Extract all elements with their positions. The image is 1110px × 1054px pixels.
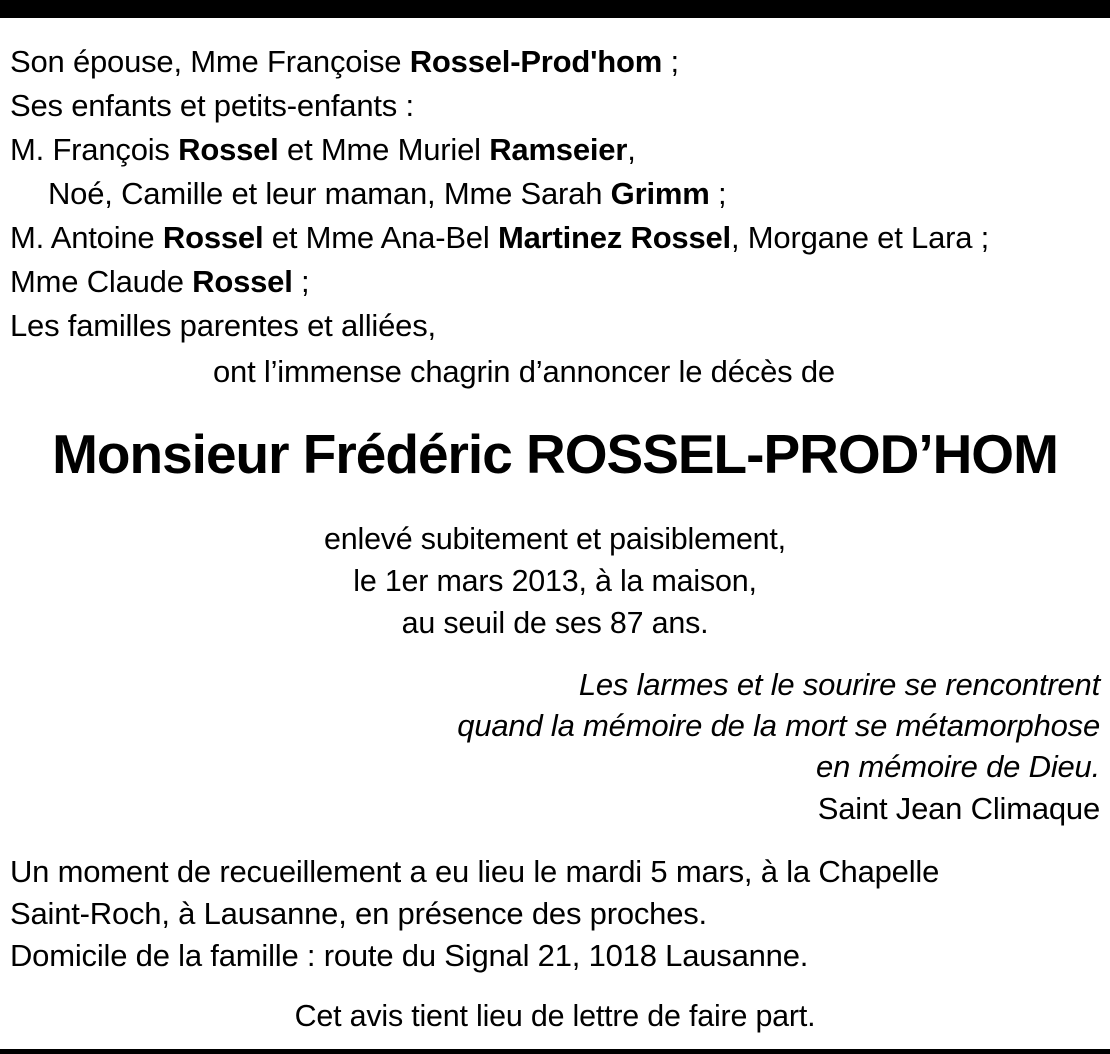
family-line-francois xyxy=(10,128,636,172)
family-name: Rossel-Prod'hom xyxy=(409,44,663,79)
family-line-text: , xyxy=(627,132,636,167)
family-name: Martinez Rossel xyxy=(497,220,731,255)
announcement-line: ont l’immense chagrin d’annoncer le décès de xyxy=(213,354,835,389)
family-name: Rossel xyxy=(178,132,279,167)
family-line-text: Noé, Camille et leur maman, Mme Sarah xyxy=(48,176,611,211)
family-line-relatives: Les familles parentes et alliées, xyxy=(10,308,436,343)
family-line-text: M. Antoine xyxy=(10,220,163,255)
family-name: Rossel xyxy=(162,220,264,255)
family-line-text: et Mme Muriel xyxy=(278,132,490,167)
family-name: Rossel xyxy=(192,264,293,299)
family-line-spouse xyxy=(10,40,679,84)
family-line-text: ; xyxy=(662,44,679,79)
closing-line: Cet avis tient lieu de lettre de faire part. xyxy=(294,999,816,1033)
details-line-3: au seuil de ses 87 ans. xyxy=(401,606,709,640)
family-line-grandchildren xyxy=(48,172,726,216)
deceased-name: Monsieur Frédéric ROSSEL-PROD’HOM xyxy=(52,423,1058,485)
family-line-text: ; xyxy=(709,176,727,211)
quote-author: Saint Jean Climaque xyxy=(817,791,1100,826)
quote-line-3: en mémoire de Dieu. xyxy=(816,749,1100,784)
family-line-text: ; xyxy=(292,264,310,299)
family-line-children-heading: Ses enfants et petits-enfants : xyxy=(10,88,414,123)
family-line-text: Mme Claude xyxy=(10,264,193,299)
family-line-text: et Mme Ana-Bel xyxy=(263,220,498,255)
ceremony-line-1: Un moment de recueillement a eu lieu le mardi 5 mars, à la Chapelle xyxy=(10,854,940,889)
family-line-text: , Morgane et Lara ; xyxy=(730,220,990,255)
quote-line-1: Les larmes et le sourire se rencontrent xyxy=(578,667,1100,702)
family-line-text: Son épouse, Mme Françoise xyxy=(10,44,410,79)
family-name: Ramseier xyxy=(489,132,628,167)
family-line-antoine xyxy=(10,216,989,260)
family-line-text: M. François xyxy=(10,132,179,167)
family-line-claude xyxy=(10,260,309,304)
family-name: Grimm xyxy=(610,176,710,211)
ceremony-line-2: Saint-Roch, à Lausanne, en présence des proches. xyxy=(10,896,707,931)
details-line-1: enlevé subitement et paisiblement, xyxy=(324,522,786,556)
bottom-border-rule xyxy=(0,1049,1110,1054)
ceremony-line-3: Domicile de la famille : route du Signal 21, 1018 Lausanne. xyxy=(10,938,809,973)
details-line-2: le 1er mars 2013, à la maison, xyxy=(353,564,757,598)
quote-line-2: quand la mémoire de la mort se métamorphose xyxy=(457,708,1100,743)
top-border-rule xyxy=(0,0,1110,18)
